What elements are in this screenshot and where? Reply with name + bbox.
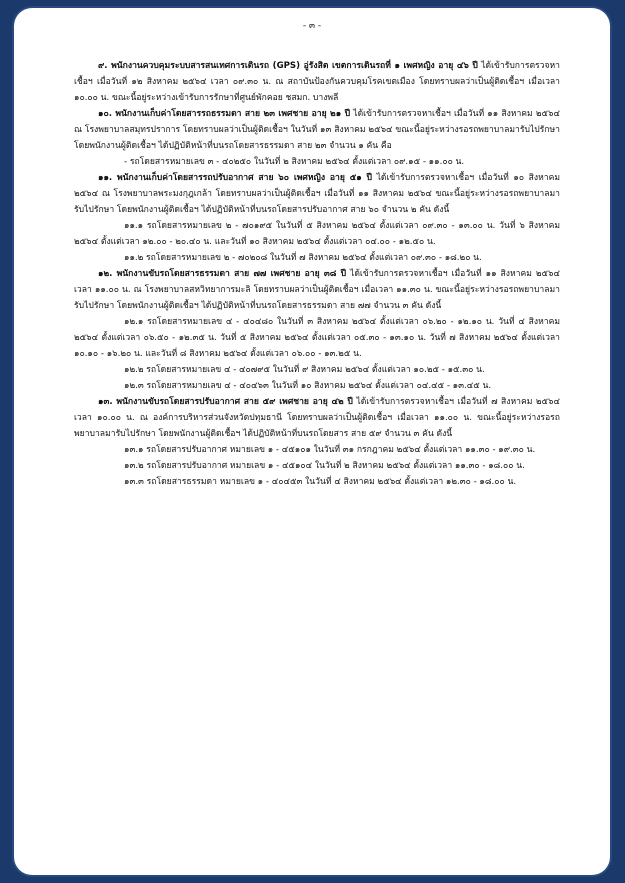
section-13 xyxy=(74,394,560,490)
bus-item: ๑๒.๑ รถโดยสารหมายเลข ๔ - ๔๐๔๘๐ ในวันที่ ๓ สิงหาคม ๒๕๖๔ ตั้งแต่เวลา ๐๖.๒๐ - ๑๒.๑๐ น. วันที่ ๔ สิงหาคม ๒๕๖๔ ตั้งแต่เวลา ๐๖.๕๐ - ๑๒.๓๕ น. วันที่ ๕ สิงหาคม ๒๕๖๔ ตั้งแต่เวลา ๐๕.๓๐ - ๑๓.๑๐ น. วันที่ ๗ สิงหาคม ๒๕๖๔ ตั้งแต่เวลา ๑๐.๑๐ - ๑๖.๒๐ น. และวันที่ ๘ สิงหาคม ๒๕๖๔ ตั้งแต่เวลา ๐๖.๐๐ - ๑๓.๒๕ น. xyxy=(74,317,560,359)
document-page xyxy=(14,8,610,875)
bus-item: ๑๓.๒ รถโดยสารปรับอากาศ หมายเลข ๑ - ๔๕๑๐๔ ในวันที่ ๒ สิงหาคม ๒๕๖๔ ตั้งแต่เวลา ๑๑.๓๐ - ๑๘.๐๐ น. xyxy=(124,461,525,471)
section-12 xyxy=(74,266,560,394)
section-10 xyxy=(74,106,560,170)
document-body xyxy=(74,58,560,490)
bus-item: - รถโดยสารหมายเลข ๓ - ๔๐๒๕๐ ในวันที่ ๒ สิงหาคม ๒๕๖๔ ตั้งแต่เวลา ๐๙.๑๕ - ๑๑.๐๐ น. xyxy=(124,157,465,167)
section-9 xyxy=(74,58,560,106)
page-number: - ๓ - xyxy=(302,21,322,31)
section-text: ได้เข้ารับการตรวจหาเชื้อฯ เมื่อวันที่ ๑๒ สิงหาคม ๒๕๖๔ เวลา ๐๙.๓๐ น. ณ สถาบันป้องกันควบคุมโรคเขตเมือง โดยทราบผลว่าเป็นผู้ติดเชื้อฯ เมื่อเวลา ๑๐.๐๐ น. ขณะนี้อยู่ระหว่างเข้ารับการรักษาที่ศูนย์พักคอย ชสมก. บางพลี xyxy=(74,61,560,103)
section-heading: ๙. พนักงานควบคุมระบบสารสนเทศการเดินรถ (GPS) อู่รังสิต เขตการเดินรถที่ ๑ เพศหญิง อายุ ๔๖ ปี xyxy=(98,61,478,71)
section-heading: ๑๒. พนักงานขับรถโดยสารธรรมดา สาย ๗๗ เพศชาย อายุ ๓๘ ปี xyxy=(98,269,347,279)
section-text: ได้เข้ารับการตรวจหาเชื้อฯ เมื่อวันที่ ๑๐ สิงหาคม ๒๕๖๔ ณ โรงพยาบาลพระมงกุฎเกล้า โดยทราบผลว่าเป็นผู้ติดเชื้อฯ เมื่อวันที่ ๑๑ สิงหาคม ๒๕๖๔ ขณะนี้อยู่ระหว่างรอรถพยาบาลมารับไปรักษา โดยพนักงานผู้ติดเชื้อฯ ได้ปฏิบัติหน้าที่บนรถโดยสารปรับอากาศ สาย ๖๐ จำนวน ๒ คัน ดังนี้ xyxy=(74,173,560,215)
bus-item: ๑๒.๓ รถโดยสารหมายเลข ๔ - ๔๐๔๖๓ ในวันที่ ๑๐ สิงหาคม ๒๕๖๔ ตั้งแต่เวลา ๐๔.๔๕ - ๑๓.๔๕ น. xyxy=(124,381,492,391)
section-11 xyxy=(74,170,560,266)
section-heading: ๑๐. พนักงานเก็บค่าโดยสารรถธรรมดา สาย ๒๓ เพศชาย อายุ ๒๑ ปี xyxy=(98,109,351,119)
section-text: ได้เข้ารับการตรวจหาเชื้อฯ เมื่อวันที่ ๑๑ สิงหาคม ๒๕๖๔ ณ โรงพยาบาลสมุทรปราการ โดยทราบผลว่าเป็นผู้ติดเชื้อฯ ในวันที่ ๑๓ สิงหาคม ๒๕๖๔ ขณะนี้อยู่ระหว่างรอรถพยาบาลมารับไปรักษา โดยพนักงานผู้ติดเชื้อฯ ได้ปฏิบัติหน้าที่บนรถโดยสารธรรมดา สาย ๒๓ จำนวน ๑ คัน คือ xyxy=(74,109,561,151)
section-text: ได้เข้ารับการตรวจหาเชื้อฯ เมื่อวันที่ ๗ สิงหาคม ๒๕๖๔ เวลา ๑๐.๐๐ น. ณ องค์การบริหารส่วนจังหวัดปทุมธานี โดยทราบผลว่าเป็นผู้ติดเชื้อฯ เมื่อเวลา ๑๑.๐๐ น. ขณะนี้อยู่ระหว่างรอรถพยาบาลมารับไปรักษา โดยพนักงานผู้ติดเชื้อฯ ได้ปฏิบัติหน้าที่บนรถโดยสาร สาย ๕๙ จำนวน ๓ คัน ดังนี้ xyxy=(74,397,560,439)
section-text: ได้เข้ารับการตรวจหาเชื้อฯ เมื่อวันที่ ๑๑ สิงหาคม ๒๕๖๔ เวลา ๑๑.๐๐ น. ณ โรงพยาบาลสหวิทยาการมะลิ โดยทราบผลว่าเป็นผู้ติดเชื้อฯ เมื่อเวลา ๑๑.๓๐ น. ขณะนี้อยู่ระหว่างรอรถพยาบาลมารับไปรักษา โดยพนักงานผู้ติดเชื้อฯ ได้ปฏิบัติหน้าที่บนรถโดยสารธรรมดา สาย ๗๗ จำนวน ๓ คัน ดังนี้ xyxy=(74,269,560,311)
section-heading: ๑๓. พนักงานขับรถโดยสารปรับอากาศ สาย ๕๙ เพศชาย อายุ ๔๒ ปี xyxy=(98,397,353,407)
bus-item: ๑๒.๒ รถโดยสารหมายเลข ๔ - ๔๐๗๙๕ ในวันที่ ๙ สิงหาคม ๒๕๖๔ ตั้งแต่เวลา ๑๐.๒๕ - ๑๕.๓๐ น. xyxy=(124,365,485,375)
section-heading: ๑๑. พนักงานเก็บค่าโดยสารรถปรับอากาศ สาย ๖๐ เพศหญิง อายุ ๕๑ ปี xyxy=(98,173,372,183)
bus-item: ๑๓.๑ รถโดยสารปรับอากาศ หมายเลข ๑ - ๔๕๑๐๑ ในวันที่ ๓๑ กรกฎาคม ๒๕๖๔ ตั้งแต่เวลา ๑๑.๓๐ - ๑๙.๓๐ น. xyxy=(124,445,536,455)
bus-item: ๑๑.๑ รถโดยสารหมายเลข ๒ - ๗๐๑๙๕ ในวันที่ ๕ สิงหาคม ๒๕๖๔ ตั้งแต่เวลา ๐๙.๓๐ - ๑๓.๐๐ น. วันที่ ๖ สิงหาคม ๒๕๖๔ ตั้งแต่เวลา ๑๒.๐๐ - ๒๐.๔๐ น. และวันที่ ๑๐ สิงหาคม ๒๕๖๔ ตั้งแต่เวลา ๐๔.๐๐ - ๑๒.๕๐ น. xyxy=(74,221,560,247)
bus-item: ๑๑.๒ รถโดยสารหมายเลข ๒ - ๗๐๒๐๘ ในวันที่ ๗ สิงหาคม ๒๕๖๔ ตั้งแต่เวลา ๐๙.๓๐ - ๑๘.๒๐ น. xyxy=(124,253,482,263)
bus-item: ๑๓.๓ รถโดยสารธรรมดา หมายเลข ๑ - ๔๐๔๕๓ ในวันที่ ๔ สิงหาคม ๒๕๖๔ ตั้งแต่เวลา ๑๒.๓๐ - ๑๘.๐๐ น. xyxy=(124,477,517,487)
